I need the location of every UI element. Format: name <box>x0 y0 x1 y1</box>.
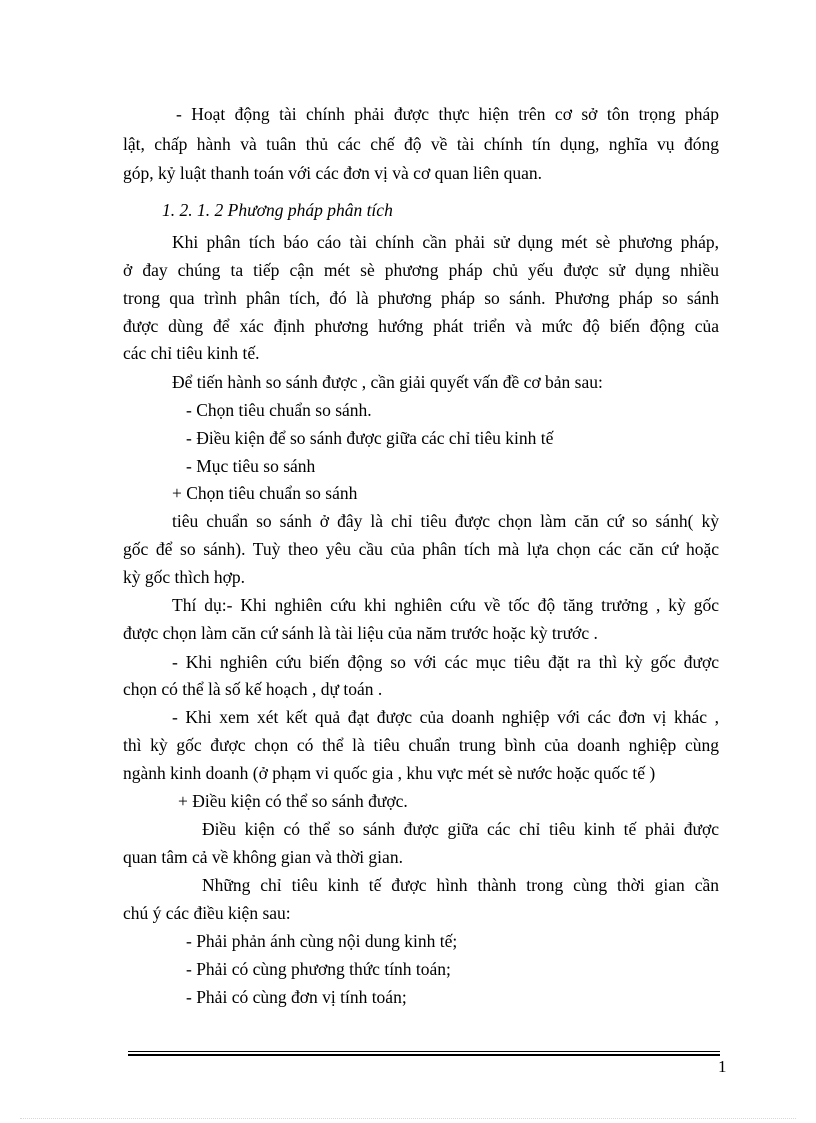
paragraph-line: Điều kiện có thể so sánh được giữa các chỉ tiêu kinh tế phải được <box>202 819 719 839</box>
list-item: - Phải có cùng phương thức tính toán; <box>186 959 451 979</box>
paragraph-line: góp, kỷ luật thanh toán với các đơn vị và cơ quan liên quan. <box>123 163 542 183</box>
paragraph-line: chú ý các điều kiện sau: <box>123 903 291 923</box>
paragraph-line: các chỉ tiêu kinh tế. <box>123 343 260 363</box>
paragraph-line: Khi phân tích báo cáo tài chính cần phải sử dụng mét sè phương pháp, <box>172 232 719 252</box>
paragraph-line: kỳ gốc thìch hợp. <box>123 567 246 587</box>
paragraph-line: được chọn làm căn cứ sánh là tài liệu của năm trước hoặc kỳ trước . <box>123 623 598 643</box>
list-item: - Điều kiện để so sánh được giữa các chỉ tiêu kinh tế <box>186 428 554 448</box>
paragraph-line: chọn có thể là số kế hoạch , dự toán . <box>123 679 383 699</box>
paragraph-line: Thí dụ:- Khi nghiên cứu khi nghiên cứu về tốc độ tăng trưởng , kỳ gốc <box>172 595 719 615</box>
paragraph-line: tiêu chuẩn so sánh ở đây là chỉ tiêu được chọn làm căn cứ so sánh( kỳ <box>172 511 719 531</box>
paragraph-line: Những chỉ tiêu kinh tế được hình thành trong cùng thời gian cần <box>202 875 719 895</box>
paragraph-line: ở đay chúng ta tiếp cận mét sè phương pháp chủ yếu được sử dụng nhiều <box>123 260 719 280</box>
paragraph-line: - Khi xem xét kết quả đạt được của doanh nghiệp với các đơn vị khác , <box>172 707 719 727</box>
list-item: - Phải phản ánh cùng nội dung kinh tế; <box>186 931 458 951</box>
footer-rule-bottom <box>128 1054 720 1056</box>
page-edge-divider <box>20 1118 796 1119</box>
list-item: - Phải có cùng đơn vị tính toán; <box>186 987 407 1007</box>
list-item: - Mục tiêu so sánh <box>186 456 316 476</box>
paragraph-line: - Khi nghiên cứu biến động so với các mục tiêu đặt ra thì kỳ gốc được <box>172 652 719 672</box>
footer-rule-top <box>128 1051 720 1052</box>
paragraph-line: + Điều kiện có thể so sánh được. <box>178 791 408 811</box>
paragraph-line: ngành kinh doanh (ở phạm vi quốc gia , khu vực mét sè nước hoặc quốc tế ) <box>123 763 656 783</box>
list-item: - Chọn tiêu chuẩn so sánh. <box>186 400 372 420</box>
paragraph-line: gốc để so sánh). Tuỳ theo yêu cầu của phân tích mà lựa chọn các căn cứ hoặc <box>123 539 719 559</box>
paragraph-line: + Chọn tiêu chuẩn so sánh <box>172 483 358 503</box>
paragraph-line: Để tiến hành so sánh được , cần giải quyết vấn đề cơ bản sau: <box>172 372 603 392</box>
paragraph-line: quan tâm cả về không gian và thời gian. <box>123 847 403 867</box>
paragraph-line: - Hoạt động tài chính phải được thực hiện trên cơ sở tôn trọng pháp <box>176 104 719 124</box>
paragraph-line: thì kỳ gốc được chọn có thể là tiêu chuẩn trung bình của doanh nghiệp cùng <box>123 735 719 755</box>
paragraph-line: lật, chấp hành và tuân thủ các chế độ về tài chính tín dụng, nghĩa vụ đóng <box>123 134 719 154</box>
paragraph-line: được dùng để xác định phương hướng phát triển và mức độ biến động của <box>123 316 719 336</box>
page-number: 1 <box>718 1057 727 1076</box>
section-heading: 1. 2. 1. 2 Phương pháp phân tích <box>162 200 393 220</box>
paragraph-line: trong qua trình phân tích, đó là phương pháp so sánh. Phương pháp so sánh <box>123 288 719 308</box>
